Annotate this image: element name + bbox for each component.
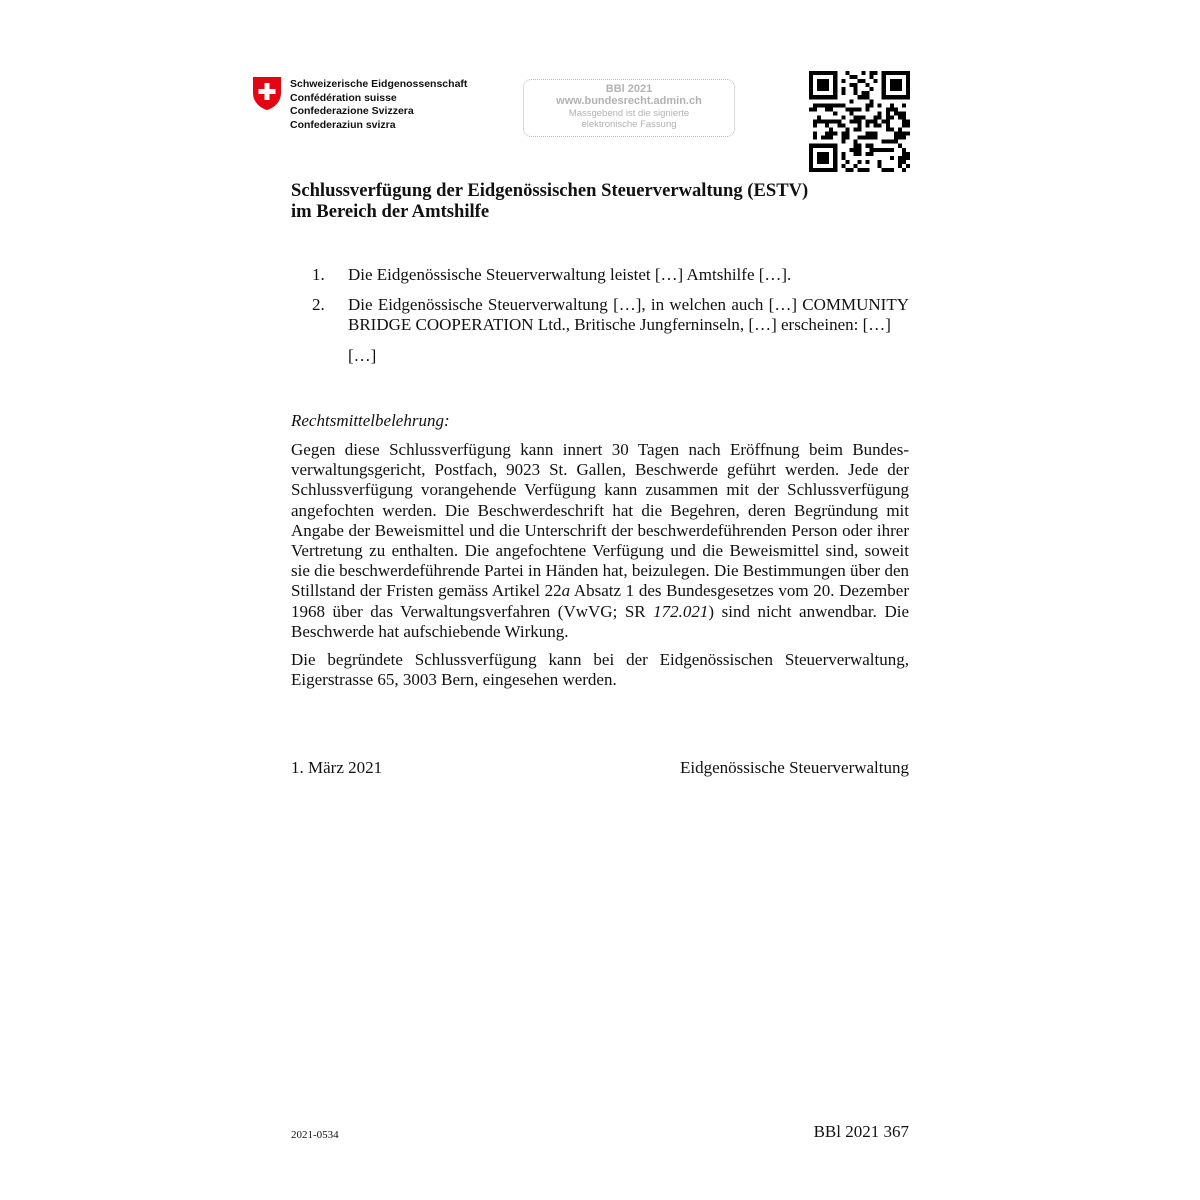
list-item [291,265,909,285]
list-item [291,295,909,335]
paragraph-text: Gegen diese Schlussverfügung kann innert 30 Tagen nach Eröffnung beim Bundesverwaltungsgericht, Postfach, 9023 St. Gallen, Beschwerde geführt werden. Jede der Schlussverfügung vorangehende Verfügung kann zusammen mit der Schlussverfügung angefochten werden. Die Beschwerdeschrift hat die Begehren, deren Begründung mit Angabe der Beweismittel und die Unterschrift der beschwerdeführenden Person oder ihrer Vertretung zu enthalten. Die angefochtene Verfügung und die Beweismittel sind, soweit sie die beschwerdeführende Partei in Händen hat, beizulegen. Die Bestimmungen über den Stillstand der Fristen gemäss Artikel 22 [291,440,909,601]
list-text: Die Eidgenössische Steuerverwaltung […], in welchen auch […] COMMUNITY BRIDGE COOPERATION Ltd., Britische Jungferninseln, […] erscheinen: […] [348,295,909,335]
decision-list [291,265,909,366]
issuing-authority: Eidgenössische Steuerverwaltung [680,758,909,777]
confederation-line: Confederaziun svizra [290,118,396,131]
list-number: 2. [312,295,325,315]
stamp-line: elektronische Fassung [581,119,677,130]
sr-number-link[interactable]: 172.021 [653,601,709,621]
swiss-coat-of-arms-icon [252,76,282,110]
bbl-reference: BBl 2021 367 [813,1122,909,1141]
document-number: 2021-0534 [291,1129,339,1141]
rechtsmittel-body [291,440,909,698]
title-line: Schlussverfügung der Eidgenössischen Steuerverwaltung (ESTV) [291,180,809,201]
stamp-line: BBl 2021 [605,83,653,95]
decision-date: 1. März 2021 [291,758,383,777]
publication-stamp [523,79,735,137]
confederation-line: Confédération suisse [290,91,397,104]
list-text: Die Eidgenössische Steuerverwaltung leistet […] Amtshilfe […]. [348,265,792,284]
rechtsmittel-heading: Rechtsmittelbelehrung: [291,411,450,430]
confederation-line: Schweizerische Eidgenossenschaft [290,78,468,90]
paragraph: Die begründete Schlussverfügung kann bei der Eidgenössischen Steuerverwaltung, Eigerstrasse 65, 3003 Bern, eingesehen werden. [291,650,909,690]
qr-code-icon [809,71,910,172]
stamp-link[interactable]: www.bundesrecht.admin.ch [556,95,702,107]
page-title [291,180,931,222]
paragraph-text: ) sind nicht anwendbar. Die Beschwerde hat aufschiebende Wirkung. [291,601,909,641]
confederation-line: Confederazione Svizzera [290,105,414,117]
stamp-line: Massgebend ist die signierte [568,108,690,119]
paragraph [291,440,909,642]
list-continuation: […] [348,345,377,365]
confederation-wordmark [290,78,467,132]
article-letter: a [561,581,571,601]
list-number: 1. [312,265,325,284]
paragraph-text: Absatz 1 des Bundesgesetzes vom 20. Dezember 1968 über das Verwaltungsverfahren (VwVG; SR [291,581,909,621]
title-line: im Bereich der Amtshilfe [291,201,490,222]
